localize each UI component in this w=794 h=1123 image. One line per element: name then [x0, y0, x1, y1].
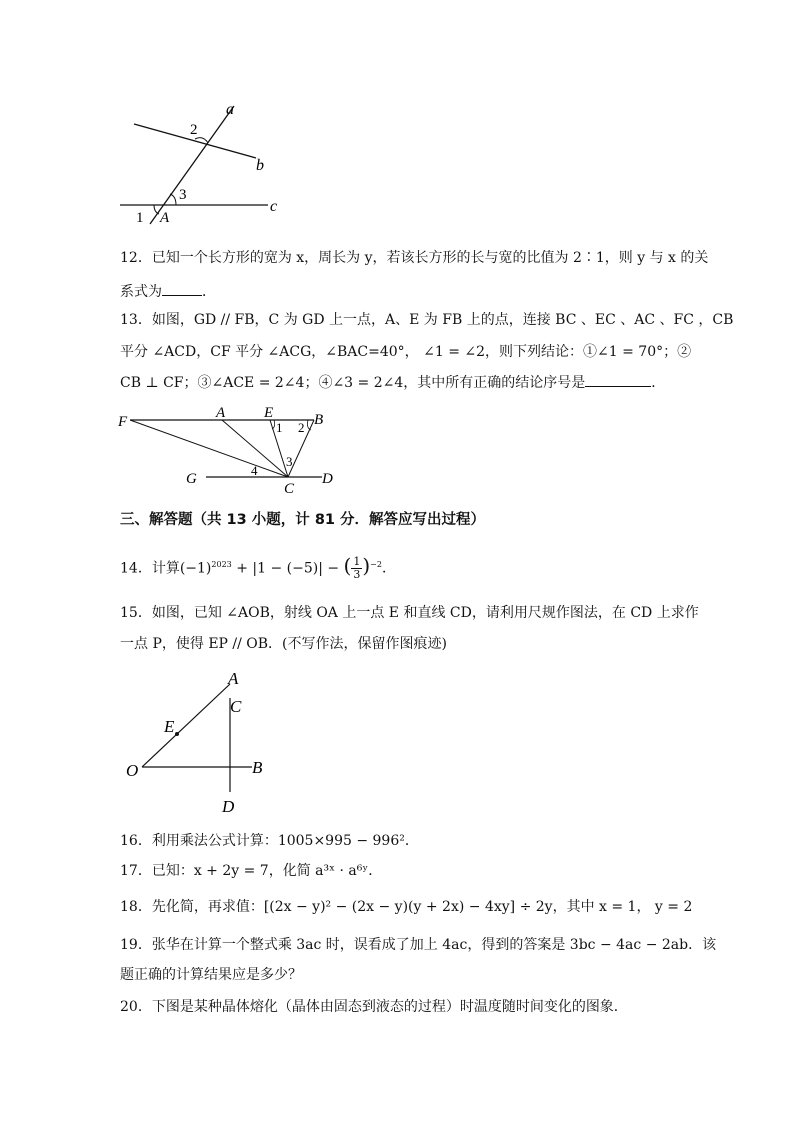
section-3-heading: 三、解答题（共 13 小题，计 81 分．解答应写出过程） [120, 512, 486, 528]
label-a: A [216, 405, 226, 421]
q14-expr-a: (−1) [179, 560, 212, 577]
label-angle-2: 2 [190, 122, 198, 138]
q12-answer-blank[interactable] [162, 281, 202, 296]
q12-suffix: ． [202, 284, 216, 300]
label-angle-4: 4 [251, 463, 258, 478]
label-d: D [322, 471, 333, 487]
label-point-a: A [160, 210, 170, 226]
q13-line3 [120, 372, 665, 393]
label-g: G [186, 471, 197, 487]
label-c: c [270, 198, 278, 215]
q13-line2: 平分 ∠ACD，CF 平分 ∠ACG，∠BAC=40°， ∠1 = ∠2，则下列结论：①∠1 = 70°；② [120, 344, 692, 360]
label-b: B [252, 758, 263, 777]
q13-prefix: CB ⊥ CF；③∠ACE = 2∠4；④∠3 = 2∠4，其中所有正确的结论序号是 [120, 375, 586, 391]
point-e [175, 732, 179, 736]
label-angle-2: 2 [298, 420, 305, 435]
label-b: B [314, 412, 324, 428]
label-c: C [230, 697, 242, 716]
label-a: A [228, 669, 239, 688]
label-e: E [264, 405, 274, 421]
q14-exp-b: −2 [370, 560, 382, 569]
figure-angle-aob [120, 666, 280, 818]
q14-fraction: $\frac{1}{3}$ [353, 555, 361, 582]
q14-exp-a: 2023 [211, 560, 232, 569]
label-angle-3: 3 [286, 454, 293, 469]
q13-line1: 13．如图，GD // FB，C 为 GD 上一点，A、E 为 FB 上的点，连接 BC 、EC 、AC 、FC ，CB [120, 312, 734, 328]
q14-suffix: ． [381, 560, 396, 577]
label-c: C [284, 481, 295, 497]
q17-line: 17．已知：x + 2y = 7，化简 a³ˣ · a⁶ʸ． [120, 863, 383, 879]
label-angle-3: 3 [179, 187, 187, 203]
q14-expr-b: + |1 − (−5)| − [231, 560, 344, 577]
q14-prefix: 14．计算 [120, 560, 180, 577]
label-angle-1: 1 [276, 420, 283, 435]
label-e: E [164, 717, 175, 736]
q15-line2: 一点 P，使得 EP // OB．(不写作法，保留作图痕迹) [120, 636, 447, 652]
q13-suffix: ． [651, 375, 666, 391]
q14-line: 14．计算$(-1)^{2023} + |1 - (-5)|$ − ( $\frac{1}{3}$ )$^{-2}$． [120, 553, 396, 582]
q15-line1: 15．如图，已知 ∠AOB，射线 OA 上一点 E 和直线 CD，请利用尺规作图法，在 CD 上求作 [120, 605, 699, 621]
label-f: F [118, 414, 128, 430]
figure-fb-gd [110, 400, 350, 500]
q12-prefix: 系式为 [120, 284, 162, 300]
figure-parallel-lines [110, 96, 300, 231]
q12-line1: 12．已知一个长方形的宽为 x，周长为 y，若该长方形的长与宽的比值为 2∶1，则 y 与 x 的关 [120, 250, 709, 266]
q12-line2 [120, 281, 216, 302]
label-a: a [226, 101, 234, 118]
label-angle-1: 1 [136, 210, 144, 226]
q19-line1: 19．张华在计算一个整式乘 3ac 时，误看成了加上 4ac，得到的答案是 3bc − 4ac − 2ab．该 [120, 937, 717, 953]
segment-fc [130, 420, 288, 477]
label-b: b [256, 157, 264, 174]
label-d: D [222, 797, 235, 816]
ray-oa [142, 684, 230, 767]
q20-line: 20．下图是某种晶体熔化（晶体由固态到液态的过程）时温度随时间变化的图象． [120, 999, 628, 1015]
q18-line: 18．先化简，再求值：[(2x − y)² − (2x − y)(y + 2x) − 4xy] ÷ 2y，其中 x = 1， y = 2 [120, 899, 693, 915]
q13-answer-blank[interactable] [585, 372, 651, 387]
q16-line: 16．利用乘法公式计算：1005×995 − 996²． [120, 833, 419, 849]
q19-line2: 题正确的计算结果应是多少？ [120, 967, 302, 983]
label-o: O [126, 761, 139, 780]
